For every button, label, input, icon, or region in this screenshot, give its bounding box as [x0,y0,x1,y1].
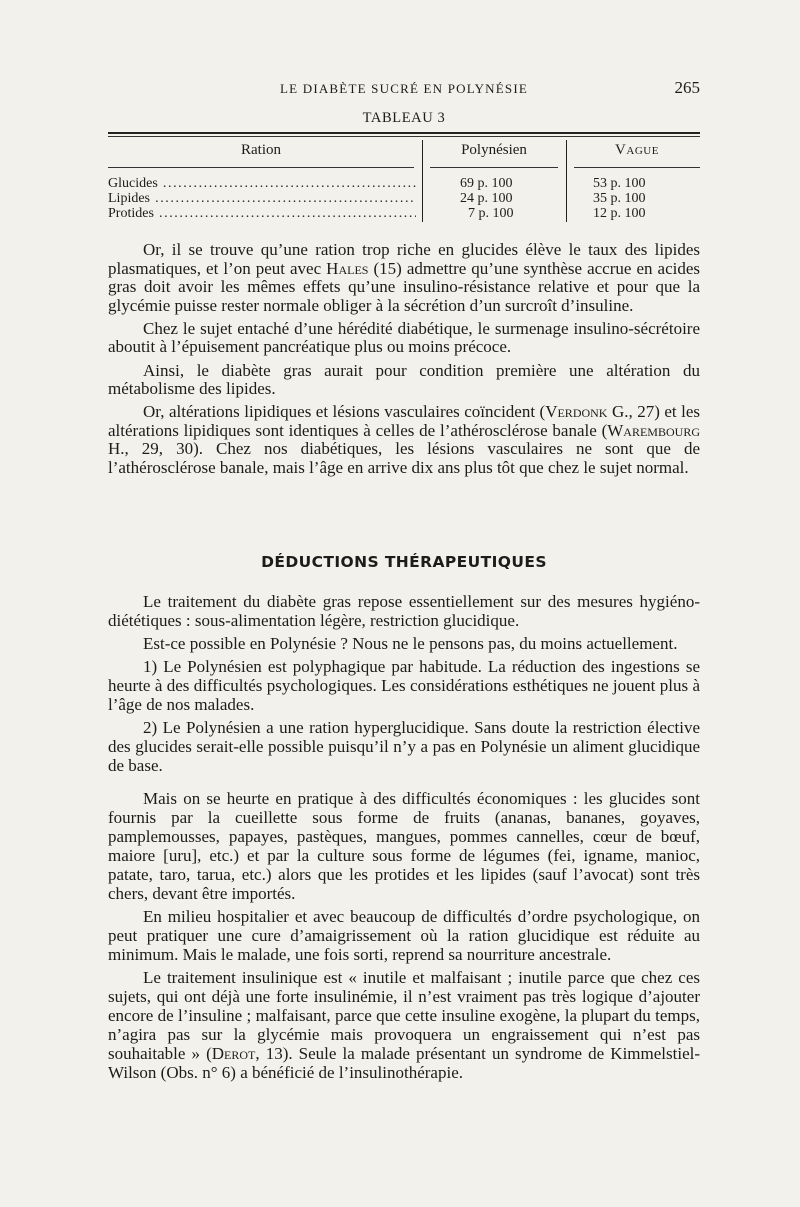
paragraph: Est-ce possible en Polynésie ? Nous ne le pensons pas, du moins actuellement. [143,634,678,653]
paragraph [108,241,700,315]
table-row [108,206,700,221]
table-top-rule-thin [108,136,700,137]
header-underline [574,167,700,168]
value-polynesien: 7 p. 100 [468,206,514,221]
section-body [108,592,700,1086]
value-polynesien: 69 p. 100 [460,176,513,191]
page-number: 265 [674,78,700,97]
author-name: Hales [326,258,369,278]
running-title: LE DIABÈTE SUCRÉ EN POLYNÉSIE [280,81,528,96]
header-ration: Ration [241,142,281,158]
value-vague: 35 p. 100 [593,191,646,206]
value-polynesien: 24 p. 100 [460,191,513,206]
row-label: Glucides ..... [108,176,416,191]
text-span: , 13). Seule la malade présentant un syndrome de Kimmelstiel-Wilson (Obs. n° 6) a bénéficié de l’insulinothérapie. [108,1044,700,1082]
paragraph: Mais on se heurte en pratique à des difficultés économiques : les glucides sont fournis par la cueillette sous forme de fruits (ananas, bananes, goyaves, pamplemousses, papayes, pastèques, mangues, pommes cannelles, cœur de bœuf, maiore [uru], etc.) et par la culture sous forme de légumes (fei, igname, manioc, patate, taro, tarua, etc.) alors que les protides et les lipides (sauf l’avocat) sont très chers, devant être importés. [108,789,700,903]
paragraph: Ainsi, le diabète gras aurait pour condition première une altération du métabolisme des lipides. [108,360,700,399]
text-span: H., 29, 30). Chez nos diabétiques, les lésions vasculaires ne sont que de l’athérosclérose banale, mais l’âge en arrive dix ans plus tôt que chez le sujet normal. [108,439,700,478]
table-row [108,191,700,206]
header-polynesien: Polynésien [461,142,527,158]
table-top-rule [108,132,700,134]
author-name: Warembourg [607,420,700,440]
author-name: Verdonk [545,402,608,422]
header-underline [108,167,414,168]
ration-table [108,132,700,222]
text-span: G., 27) et les altérations lipidiques sont identiques à celles de l’athérosclérose banale ( [108,402,700,440]
value-vague: 53 p. 100 [593,176,646,191]
running-head [108,78,700,100]
author-name: Derot [211,1044,256,1063]
header-vague: Vague [615,142,659,158]
paragraph: Le traitement du diabète gras repose essentiellement sur des mesures hygiéno-diététiques : sous-alimentation légère, restriction glucidique. [108,592,700,630]
paragraph [108,968,700,1082]
text-span: (15) admettre qu’une synthèse accrue en acides gras doit avoir les mêmes effets qu’une insulino-résistance relative et pour que la glycémie puisse rester normale obliger à la sécrétion d’un surcroît d’insuline. [108,258,700,315]
value-vague: 12 p. 100 [593,206,646,221]
text-span: Or, altérations lipidiques et lésions vasculaires coïncident ( [143,402,546,422]
body-text [108,241,700,482]
text-span: Le traitement insulinique est « inutile et malfaisant ; inutile parce que chez ces sujets, qui ont déjà une forte insulinémie, il n’est vraiment pas très logique d’ajouter encore de l’insuline ; malfaisant, parce que cette insuline exogène, la plupart du temps, n’agira pas sur la glycémie mais provoquera un engraissement qui n’est pas souhaitable » ( [108,968,700,1063]
section-heading: DÉDUCTIONS THÉRAPEUTIQUES [261,553,547,571]
row-label: Lipides ..... [108,191,416,206]
table-row [108,176,700,191]
paragraph: 2) Le Polynésien a une ration hyperglucidique. Sans doute la restriction élective des glucides serait-elle possible puisqu’il n’y a pas en Polynésie un aliment glucidique de base. [108,718,700,775]
table-caption: TABLEAU 3 [362,110,446,126]
row-label: Protides ..... [108,206,416,221]
paragraph: En milieu hospitalier et avec beaucoup de difficultés d’ordre psychologique, on peut pratiquer une cure d’amaigrissement où la ration glucidique est réduite au minimum. Mais le malade, une fois sorti, reprend sa nourriture ancestrale. [108,907,700,964]
paragraph [108,403,700,477]
paragraph: 1) Le Polynésien est polyphagique par habitude. La réduction des ingestions se heurte à des difficultés psychologiques. Les considérations esthétiques ne jouent plus à l’âge de nos malades. [108,657,700,714]
header-underline [430,167,558,168]
text-span: Or, il se trouve qu’une ration trop riche en glucides élève le taux des lipides plasmatiques, et l’on peut avec [108,240,700,278]
paragraph: Chez le sujet entaché d’une hérédité diabétique, le surmenage insulino-sécrétoire aboutit à l’épuisement pancréatique plus ou moins précoce. [108,318,700,357]
